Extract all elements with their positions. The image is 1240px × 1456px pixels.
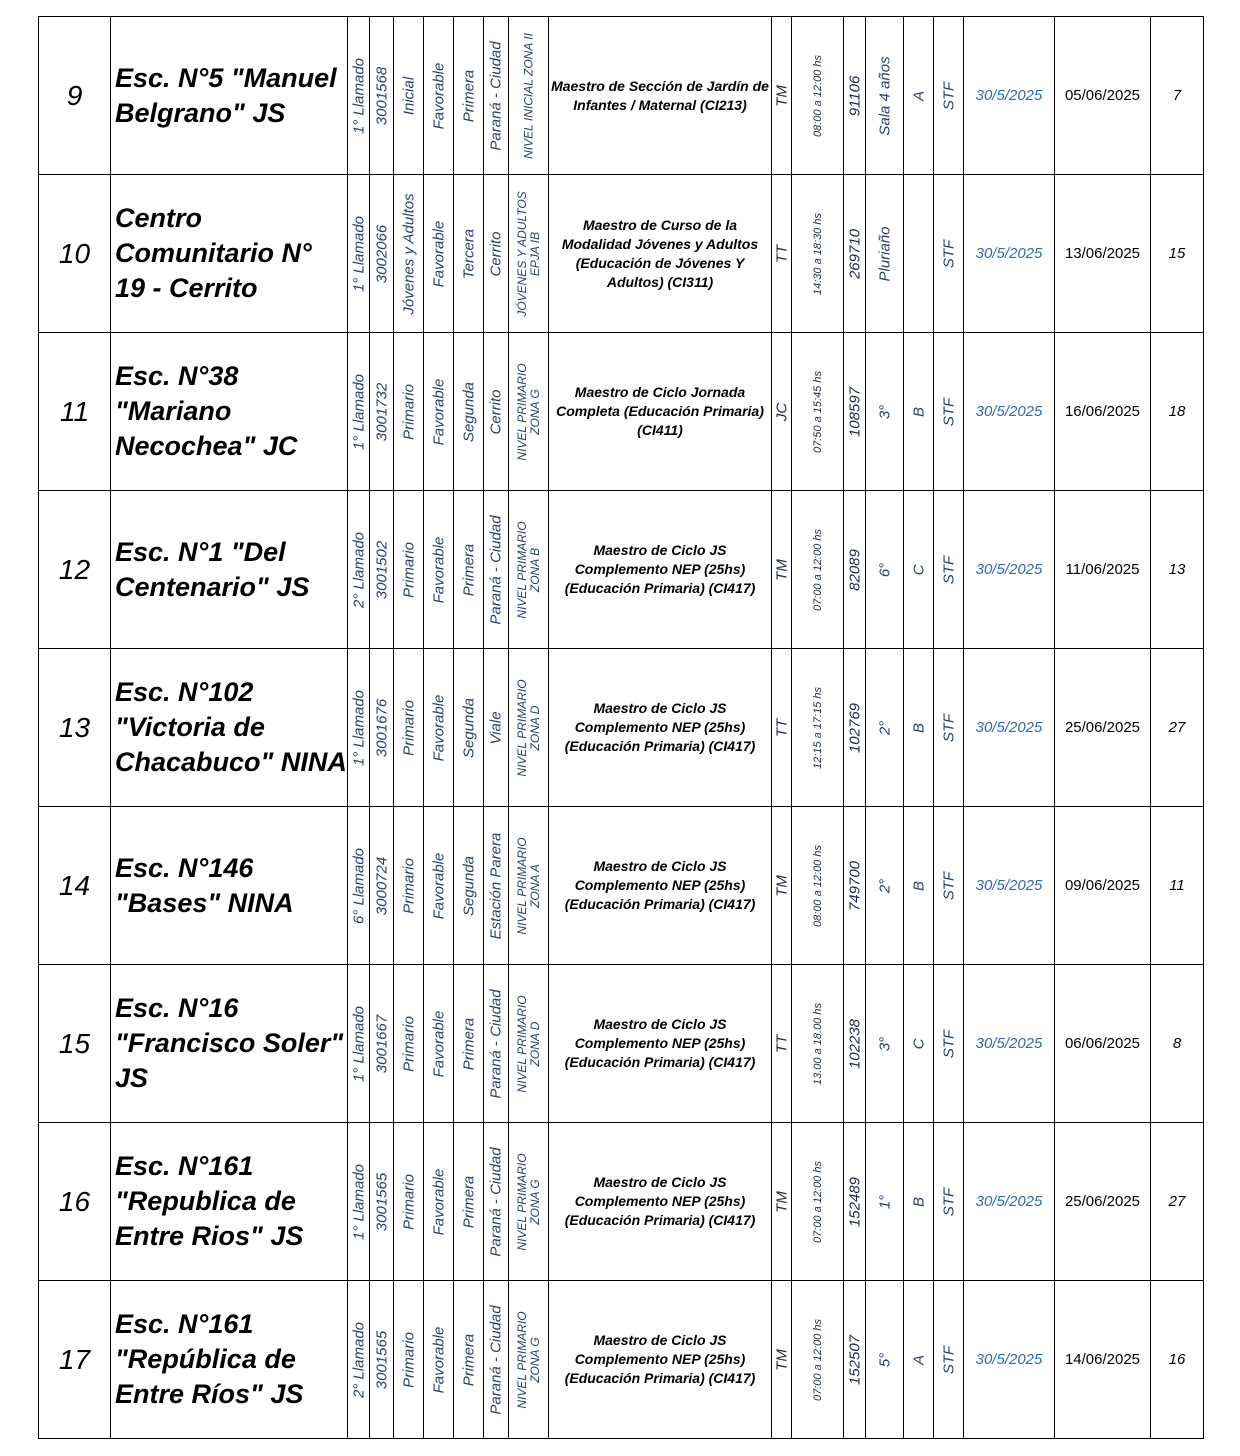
- school-code: 3001502: [373, 540, 390, 599]
- vacancies-table: [38, 16, 1204, 1439]
- grado: 2°: [876, 720, 893, 735]
- categoria: Segunda: [460, 855, 477, 916]
- zona-line-2: EPJA IB: [527, 231, 542, 276]
- seccion: C: [910, 564, 927, 575]
- zona: [516, 363, 542, 460]
- position-id: 102238: [846, 1018, 863, 1069]
- nivel: Primario: [400, 541, 417, 598]
- zona: [516, 1153, 542, 1250]
- closing-date: 16/06/2025: [1055, 333, 1151, 491]
- categoria: Primera: [460, 543, 477, 596]
- turno: TM: [773, 1190, 790, 1213]
- tipo: STF: [940, 81, 957, 110]
- localidad: Cerrito: [487, 388, 505, 435]
- seccion: B: [910, 1196, 927, 1207]
- tipo: STF: [940, 239, 957, 268]
- school-code: 3001667: [373, 1014, 390, 1073]
- cargo: Maestro de Ciclo JS Complemento NEP (25hs) (Educación Primaria) (CI417): [549, 965, 772, 1123]
- horario: 08:00 a 12:00 hs: [811, 54, 824, 137]
- grado: 5°: [876, 1352, 893, 1367]
- zona-line-2: ZONA D: [527, 705, 542, 750]
- grado: 3°: [876, 404, 893, 419]
- position-id: 152507: [846, 1334, 863, 1385]
- row-number: 9: [39, 17, 111, 175]
- llamado: 2° Llamado: [350, 531, 367, 608]
- zona: [516, 837, 542, 934]
- categoria: Tercera: [460, 228, 477, 279]
- nivel: Primario: [400, 857, 417, 914]
- zona-line-1: JÓVENES Y ADULTOS: [514, 190, 529, 317]
- zona-line-2: ZONA D: [527, 1021, 542, 1066]
- categoria: Primera: [460, 69, 477, 122]
- zona: [516, 679, 542, 776]
- grado: 6°: [876, 562, 893, 577]
- school-code: 3001676: [373, 698, 390, 757]
- seccion: C: [910, 1038, 927, 1049]
- seccion: B: [910, 406, 927, 417]
- closing-date: 05/06/2025: [1055, 17, 1151, 175]
- horario: 08:00 a 12:00 hs: [811, 844, 824, 927]
- turno: TT: [773, 718, 790, 737]
- tipo: STF: [940, 871, 957, 900]
- tipo: STF: [940, 1345, 957, 1374]
- turno: TM: [773, 1348, 790, 1371]
- school-name: Esc. N°161 "República de Entre Ríos" JS: [111, 1281, 348, 1439]
- position-id: 152489: [846, 1176, 863, 1227]
- publication-date: 30/5/2025: [964, 175, 1055, 333]
- school-code: 3000724: [373, 856, 390, 915]
- turno: JC: [773, 402, 790, 421]
- row-number: 12: [39, 491, 111, 649]
- school-code: 3002066: [373, 224, 390, 283]
- condicion: Favorable: [430, 1326, 447, 1393]
- closing-date: 25/06/2025: [1055, 649, 1151, 807]
- row-number: 17: [39, 1281, 111, 1439]
- school-name: Esc. N°1 "Del Centenario" JS: [111, 491, 348, 649]
- school-name: Esc. N°5 "Manuel Belgrano" JS: [111, 17, 348, 175]
- localidad: Paraná - Ciudad: [487, 1146, 505, 1257]
- school-code: 3001568: [373, 66, 390, 125]
- days-count: 18: [1151, 333, 1204, 491]
- turno: TT: [773, 1034, 790, 1053]
- seccion: A: [910, 90, 927, 101]
- horario: 07:00 a 12:00 hs: [811, 528, 824, 611]
- table-row: [39, 1123, 1204, 1281]
- horario: 14:30 a 18:30 hs: [811, 212, 824, 295]
- zona: [516, 521, 542, 618]
- nivel: Primario: [400, 1331, 417, 1388]
- school-name: Centro Comunitario N° 19 - Cerrito: [111, 175, 348, 333]
- nivel: Primario: [400, 1173, 417, 1230]
- school-name: Esc. N°38 "Mariano Necochea" JC: [111, 333, 348, 491]
- position-id: 108597: [846, 386, 863, 437]
- closing-date: 14/06/2025: [1055, 1281, 1151, 1439]
- turno: TM: [773, 874, 790, 897]
- row-number: 14: [39, 807, 111, 965]
- localidad: Paraná - Ciudad: [487, 988, 505, 1099]
- cargo: Maestro de Ciclo JS Complemento NEP (25hs) (Educación Primaria) (CI417): [549, 1123, 772, 1281]
- table-row: [39, 1281, 1204, 1439]
- table-row: [39, 175, 1204, 333]
- table-row: [39, 965, 1204, 1123]
- publication-date: 30/5/2025: [964, 965, 1055, 1123]
- zona-line-2: ZONA G: [527, 1178, 542, 1225]
- horario: 07:00 a 12:00 hs: [811, 1160, 824, 1243]
- turno: TT: [773, 244, 790, 263]
- grado: Sala 4 años: [876, 55, 893, 136]
- grado: Pluriaño: [876, 225, 893, 282]
- tipo: STF: [940, 1187, 957, 1216]
- table-row: [39, 491, 1204, 649]
- zona: [516, 995, 542, 1092]
- school-name: Esc. N°102 "Victoria de Chacabuco" NINA: [111, 649, 348, 807]
- grado: 2°: [876, 878, 893, 893]
- seccion: B: [910, 722, 927, 733]
- llamado: 6° Llamado: [350, 847, 367, 924]
- position-id: 82089: [846, 548, 863, 591]
- horario: 07:50 a 15:45 hs: [811, 370, 824, 453]
- grado: 1°: [876, 1194, 893, 1209]
- school-code: 3001732: [373, 382, 390, 441]
- nivel: Primario: [400, 383, 417, 440]
- zona-line-1: NIVEL PRIMARIO: [514, 362, 529, 461]
- publication-date: 30/5/2025: [964, 491, 1055, 649]
- llamado: 1° Llamado: [350, 1005, 367, 1082]
- publication-date: 30/5/2025: [964, 17, 1055, 175]
- days-count: 7: [1151, 17, 1204, 175]
- row-number: 10: [39, 175, 111, 333]
- categoria: Primera: [460, 1017, 477, 1070]
- publication-date: 30/5/2025: [964, 333, 1055, 491]
- table-row: [39, 807, 1204, 965]
- zona-line-1: NIVEL PRIMARIO: [514, 836, 529, 935]
- publication-date: 30/5/2025: [964, 1281, 1055, 1439]
- row-number: 15: [39, 965, 111, 1123]
- turno: TM: [773, 558, 790, 581]
- condicion: Favorable: [430, 220, 447, 287]
- table-row: [39, 17, 1204, 175]
- categoria: Segunda: [460, 697, 477, 758]
- cargo: Maestro de Ciclo JS Complemento NEP (25hs) (Educación Primaria) (CI417): [549, 491, 772, 649]
- llamado: 2° Llamado: [350, 1321, 367, 1398]
- zona-line-1: NIVEL PRIMARIO: [514, 994, 529, 1093]
- cargo: Maestro de Curso de la Modalidad Jóvenes y Adultos (Educación de Jóvenes Y Adultos) (CI311): [549, 175, 772, 333]
- horario: 07:00 a 12:00 hs: [811, 1318, 824, 1401]
- tipo: STF: [940, 555, 957, 584]
- zona-line-2: ZONA B: [527, 547, 542, 592]
- school-code: 3001565: [373, 1172, 390, 1231]
- school-name: Esc. N°146 "Bases" NINA: [111, 807, 348, 965]
- days-count: 15: [1151, 175, 1204, 333]
- table-row: [39, 333, 1204, 491]
- localidad: Cerrito: [487, 230, 505, 277]
- publication-date: 30/5/2025: [964, 807, 1055, 965]
- publication-date: 30/5/2025: [964, 649, 1055, 807]
- turno: TM: [773, 84, 790, 107]
- closing-date: 06/06/2025: [1055, 965, 1151, 1123]
- days-count: 13: [1151, 491, 1204, 649]
- zona-line-2: ZONA A: [527, 863, 542, 908]
- days-count: 16: [1151, 1281, 1204, 1439]
- school-name: Esc. N°16 "Francisco Soler" JS: [111, 965, 348, 1123]
- days-count: 27: [1151, 649, 1204, 807]
- closing-date: 13/06/2025: [1055, 175, 1151, 333]
- condicion: Favorable: [430, 852, 447, 919]
- zona-line-1: NIVEL PRIMARIO: [514, 1310, 529, 1409]
- llamado: 1° Llamado: [350, 215, 367, 292]
- categoria: Primera: [460, 1175, 477, 1228]
- llamado: 1° Llamado: [350, 373, 367, 450]
- nivel: Jóvenes y Adultos: [400, 192, 417, 315]
- condicion: Favorable: [430, 1010, 447, 1077]
- tipo: STF: [940, 1029, 957, 1058]
- closing-date: 11/06/2025: [1055, 491, 1151, 649]
- categoria: Primera: [460, 1333, 477, 1386]
- llamado: 1° Llamado: [350, 1163, 367, 1240]
- zona-line-2: ZONA G: [527, 388, 542, 435]
- school-code: 3001565: [373, 1330, 390, 1389]
- days-count: 11: [1151, 807, 1204, 965]
- tipo: STF: [940, 397, 957, 426]
- nivel: Primario: [400, 699, 417, 756]
- zona-line-1: NIVEL INICIAL ZONA II: [521, 32, 535, 159]
- grado: 3°: [876, 1036, 893, 1051]
- condicion: Favorable: [430, 62, 447, 129]
- zona: [516, 1311, 542, 1408]
- zona-line-1: NIVEL PRIMARIO: [514, 678, 529, 777]
- zona: [516, 191, 542, 316]
- llamado: 1° Llamado: [350, 689, 367, 766]
- condicion: Favorable: [430, 378, 447, 445]
- closing-date: 09/06/2025: [1055, 807, 1151, 965]
- zona-line-1: NIVEL PRIMARIO: [514, 520, 529, 619]
- zona-line-2: ZONA G: [527, 1336, 542, 1383]
- zona: [522, 33, 535, 159]
- localidad: Paraná - Ciudad: [487, 1304, 505, 1415]
- horario: 12:15 a 17:15 hs: [811, 686, 824, 769]
- position-id: 91106: [846, 75, 863, 116]
- nivel: Primario: [400, 1015, 417, 1072]
- days-count: 27: [1151, 1123, 1204, 1281]
- position-id: 269710: [846, 228, 863, 279]
- publication-date: 30/5/2025: [964, 1123, 1055, 1281]
- closing-date: 25/06/2025: [1055, 1123, 1151, 1281]
- position-id: 749700: [846, 860, 863, 911]
- cargo: Maestro de Ciclo Jornada Completa (Educación Primaria) (CI411): [549, 333, 772, 491]
- days-count: 8: [1151, 965, 1204, 1123]
- cargo: Maestro de Ciclo JS Complemento NEP (25hs) (Educación Primaria) (CI417): [549, 649, 772, 807]
- condicion: Favorable: [430, 536, 447, 603]
- school-name: Esc. N°161 "Republica de Entre Rios" JS: [111, 1123, 348, 1281]
- localidad: Viale: [487, 710, 505, 745]
- seccion: B: [910, 880, 927, 891]
- zona-line-1: NIVEL PRIMARIO: [514, 1152, 529, 1251]
- tipo: STF: [940, 713, 957, 742]
- categoria: Segunda: [460, 381, 477, 442]
- seccion: A: [910, 1354, 927, 1365]
- localidad: Paraná - Ciudad: [487, 514, 505, 625]
- table-body: [39, 17, 1204, 1439]
- cargo: Maestro de Ciclo JS Complemento NEP (25hs) (Educación Primaria) (CI417): [549, 807, 772, 965]
- cargo: Maestro de Ciclo JS Complemento NEP (25hs) (Educación Primaria) (CI417): [549, 1281, 772, 1439]
- condicion: Favorable: [430, 1168, 447, 1235]
- row-number: 16: [39, 1123, 111, 1281]
- nivel: Inicial: [400, 76, 417, 115]
- table-row: [39, 649, 1204, 807]
- row-number: 11: [39, 333, 111, 491]
- cargo: Maestro de Sección de Jardín de Infantes / Maternal (CI213): [549, 17, 772, 175]
- condicion: Favorable: [430, 694, 447, 761]
- localidad: Estación Parera: [487, 832, 505, 939]
- horario: 13.00 a 18.00 hs: [811, 1002, 824, 1085]
- localidad: Paraná - Ciudad: [487, 40, 505, 151]
- row-number: 13: [39, 649, 111, 807]
- llamado: 1° Llamado: [350, 57, 367, 134]
- position-id: 102769: [846, 702, 863, 753]
